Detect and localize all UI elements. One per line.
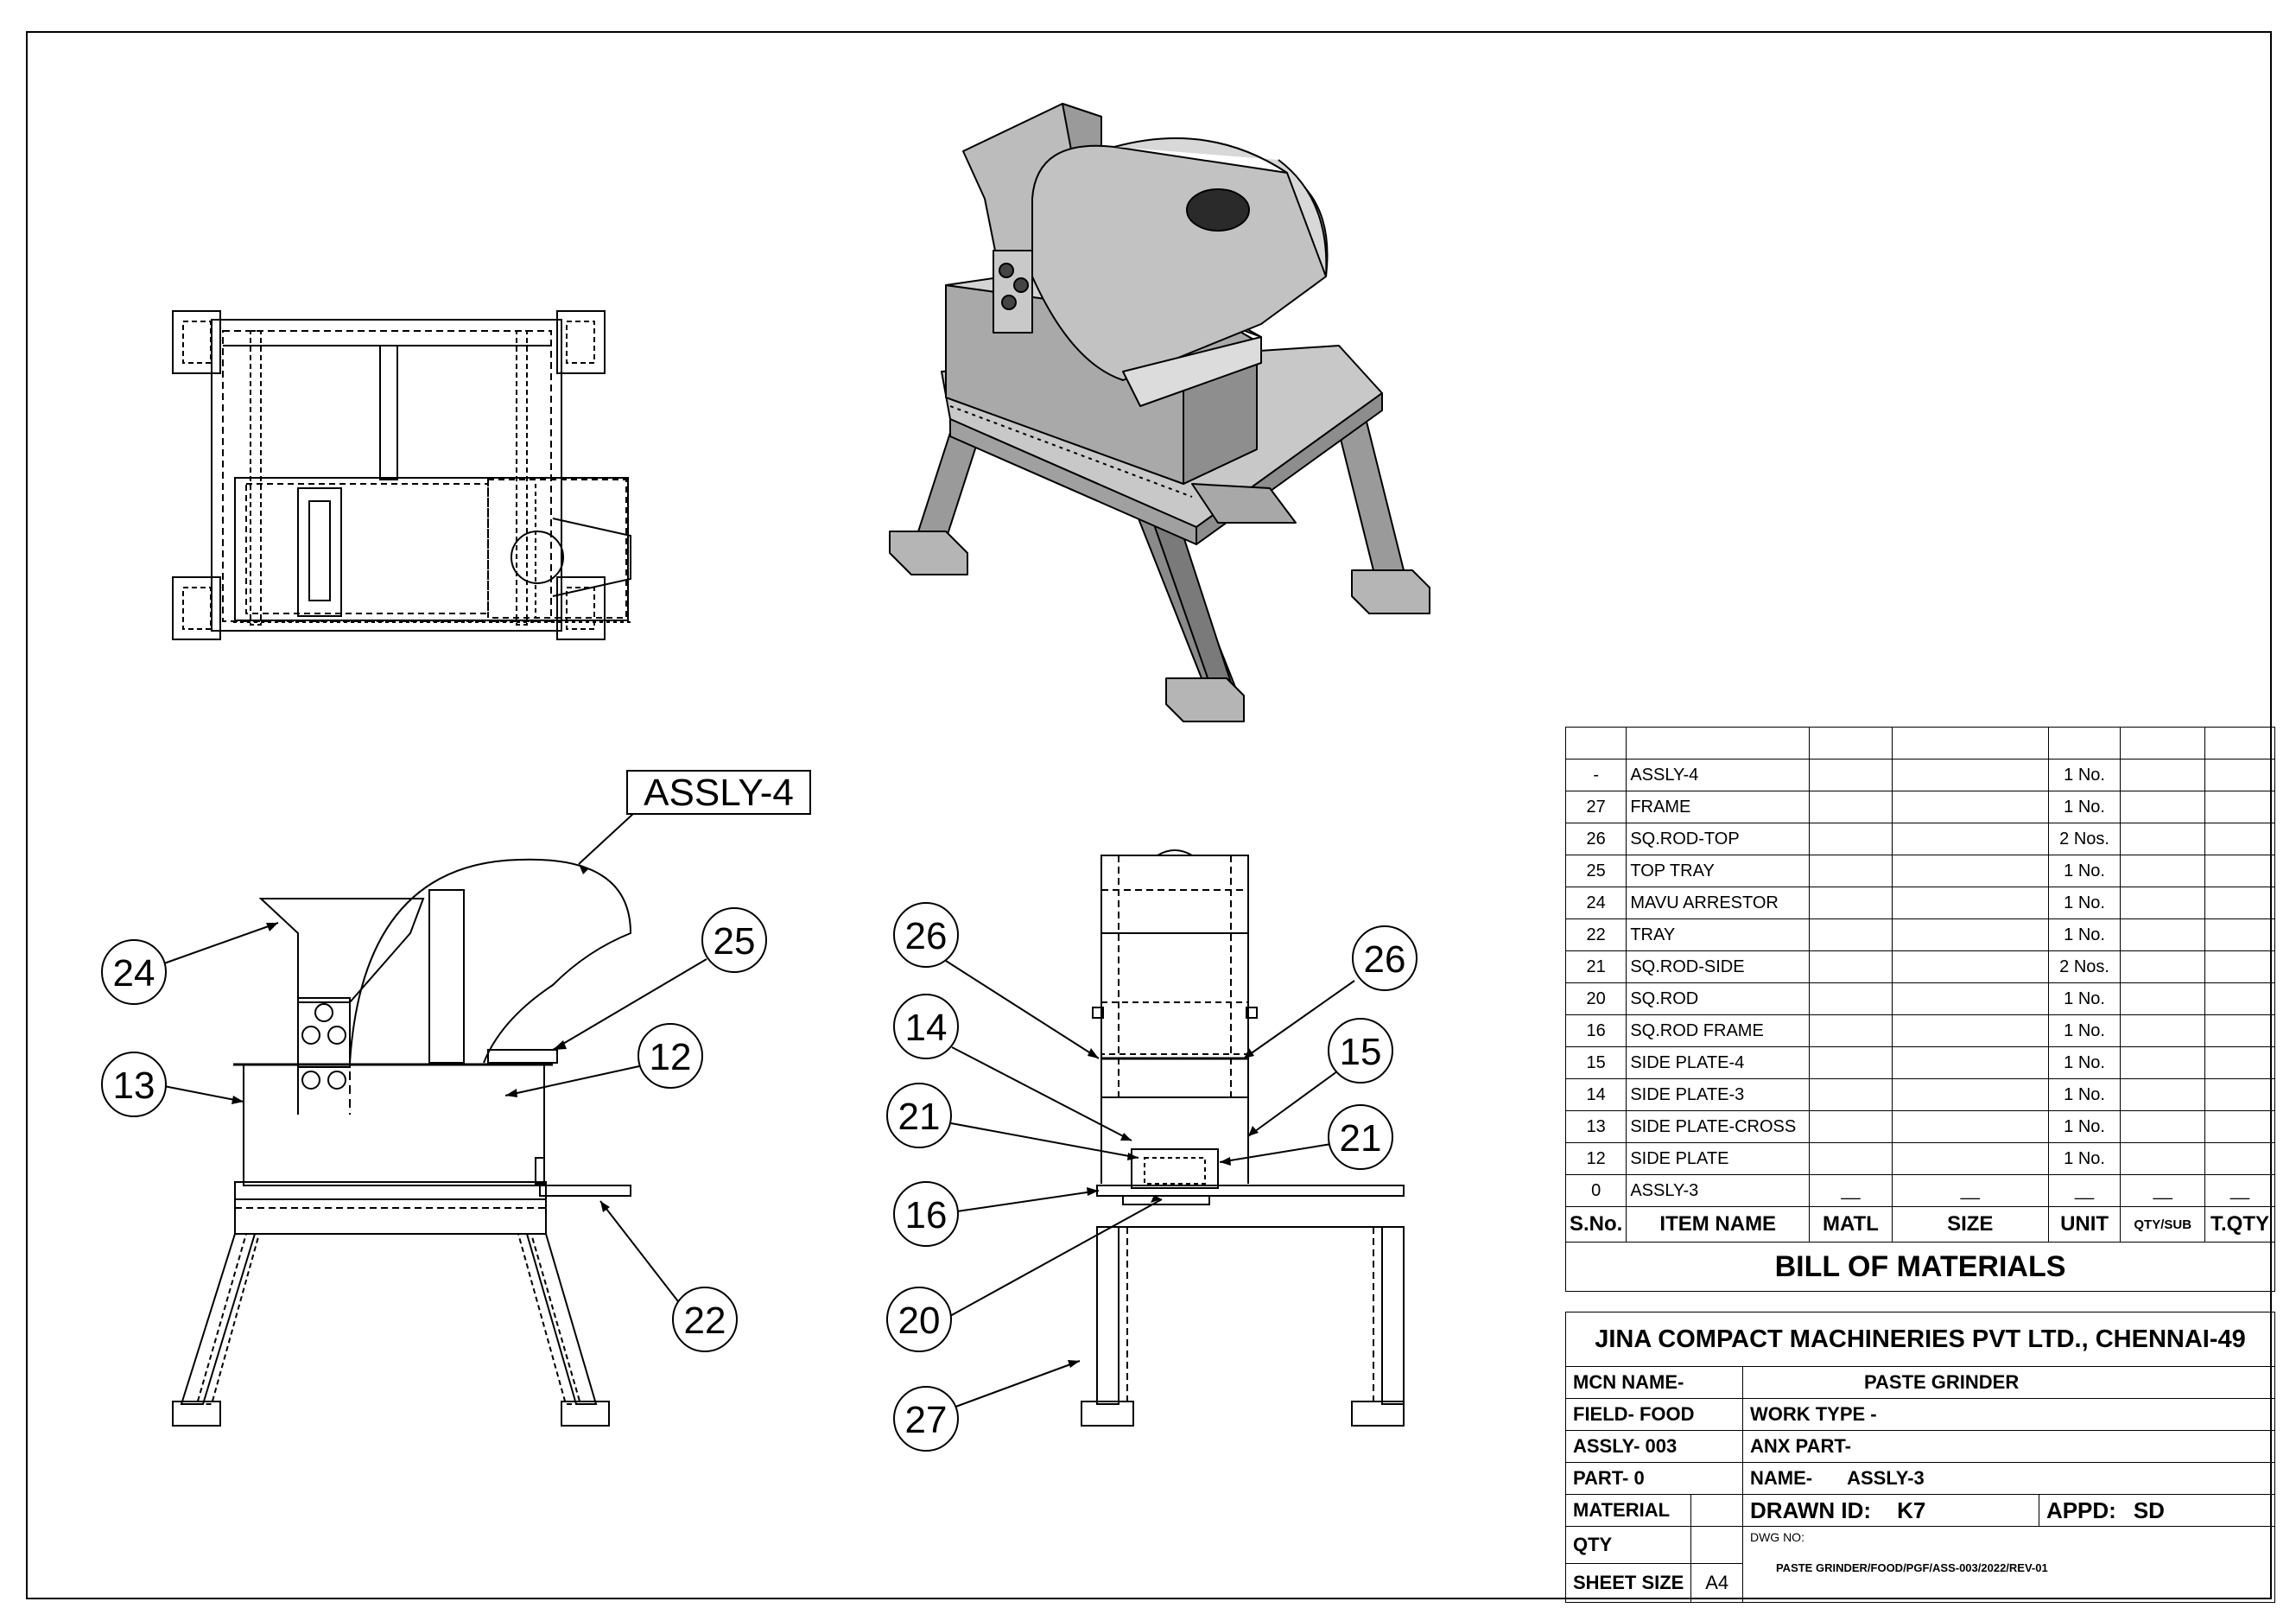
bom-sno: 20 bbox=[1566, 983, 1627, 1015]
assly-row bbox=[1566, 1431, 2275, 1463]
appd-value: SD bbox=[2133, 1497, 2165, 1523]
material-label: MATERIAL bbox=[1566, 1495, 1691, 1527]
company-name: JINA COMPACT MACHINERIES PVT LTD., CHENNAI-49 bbox=[1566, 1312, 2275, 1367]
bom-header-unit: UNIT bbox=[2048, 1207, 2121, 1243]
balloon-13: 13 bbox=[112, 1065, 155, 1107]
bom-item: SQ.ROD FRAME bbox=[1627, 1015, 1810, 1047]
bom-header-sno: S.No. bbox=[1566, 1207, 1627, 1243]
bom-row bbox=[1566, 1143, 2275, 1175]
bom-row bbox=[1566, 1015, 2275, 1047]
top-view bbox=[173, 311, 631, 639]
bom-item: ASSLY-3 bbox=[1627, 1175, 1810, 1207]
bom-unit: 1 No. bbox=[2048, 791, 2121, 823]
assembly-label: ASSLY-4 bbox=[644, 772, 794, 814]
balloon-27: 27 bbox=[904, 1399, 948, 1441]
bom-header-item: ITEM NAME bbox=[1627, 1207, 1810, 1243]
balloon-22: 22 bbox=[683, 1300, 726, 1342]
bom-item: SIDE PLATE bbox=[1627, 1143, 1810, 1175]
mcn-label: MCN NAME- bbox=[1566, 1367, 1743, 1399]
bom-sno: 13 bbox=[1566, 1111, 1627, 1143]
bom-unit: 1 No. bbox=[2048, 983, 2121, 1015]
bom-header-t-qty: T.QTY bbox=[2205, 1207, 2275, 1243]
bom-item: SIDE PLATE-3 bbox=[1627, 1079, 1810, 1111]
bom-item: SIDE PLATE-CROSS bbox=[1627, 1111, 1810, 1143]
bom-unit: 1 No. bbox=[2048, 887, 2121, 919]
bom-item: ASSLY-4 bbox=[1627, 760, 1810, 791]
bom-header-matl: MATL bbox=[1810, 1207, 1893, 1243]
bom-item: SQ.ROD-TOP bbox=[1627, 823, 1810, 855]
bom-item: MAVU ARRESTOR bbox=[1627, 887, 1810, 919]
bom-row bbox=[1566, 1047, 2275, 1079]
balloon-14: 14 bbox=[904, 1007, 948, 1049]
bom-sno: 12 bbox=[1566, 1143, 1627, 1175]
sheet-size-label: SHEET SIZE bbox=[1566, 1564, 1691, 1603]
leader-lines bbox=[164, 812, 1354, 1408]
balloon-12: 12 bbox=[649, 1036, 692, 1078]
balloon-16: 16 bbox=[904, 1194, 948, 1236]
bom-header-row bbox=[1566, 1207, 2275, 1243]
assly-value: ASSLY- 003 bbox=[1566, 1431, 1743, 1463]
bom-row bbox=[1566, 760, 2275, 791]
balloon-numbers bbox=[113, 915, 1406, 1441]
balloon-25: 25 bbox=[713, 920, 756, 963]
part-row bbox=[1566, 1463, 2275, 1495]
bom-t-qty: __ bbox=[2205, 1175, 2275, 1207]
material-row bbox=[1566, 1495, 2275, 1527]
balloon-21-left: 21 bbox=[897, 1096, 941, 1138]
anx-part-label: ANX PART- bbox=[1742, 1431, 2274, 1463]
bom-item: TOP TRAY bbox=[1627, 855, 1810, 887]
bom-matl: __ bbox=[1810, 1175, 1893, 1207]
bom-row bbox=[1566, 791, 2275, 823]
balloon-20: 20 bbox=[897, 1300, 941, 1342]
bom-row bbox=[1566, 887, 2275, 919]
bom-sno: 27 bbox=[1566, 791, 1627, 823]
name-label: NAME- bbox=[1749, 1467, 1813, 1489]
bom-row bbox=[1566, 855, 2275, 887]
bill-of-materials bbox=[1565, 727, 2275, 1292]
bom-sno: 25 bbox=[1566, 855, 1627, 887]
company-row bbox=[1566, 1312, 2275, 1367]
sheet-size-value: A4 bbox=[1691, 1564, 1743, 1603]
bom-unit: 1 No. bbox=[2048, 855, 2121, 887]
bom-item: FRAME bbox=[1627, 791, 1810, 823]
part-value: PART- 0 bbox=[1566, 1463, 1743, 1495]
bom-row bbox=[1566, 919, 2275, 951]
qty-value bbox=[1691, 1527, 1743, 1564]
drawn-value: K7 bbox=[1897, 1497, 1926, 1523]
balloons bbox=[102, 903, 1417, 1451]
bom-unit: 1 No. bbox=[2048, 919, 2121, 951]
bom-row bbox=[1566, 1175, 2275, 1207]
bom-sno: 14 bbox=[1566, 1079, 1627, 1111]
bom-item: TRAY bbox=[1627, 919, 1810, 951]
front-view bbox=[173, 860, 631, 1426]
bom-sno: - bbox=[1566, 760, 1627, 791]
bom-sno: 0 bbox=[1566, 1175, 1627, 1207]
mcn-value: PASTE GRINDER bbox=[1742, 1367, 2274, 1399]
bom-unit: __ bbox=[2048, 1175, 2121, 1207]
bom-row bbox=[1566, 983, 2275, 1015]
field-value: FIELD- FOOD bbox=[1566, 1399, 1743, 1431]
bom-title: BILL OF MATERIALS bbox=[1566, 1243, 2275, 1292]
bom-item: SQ.ROD bbox=[1627, 983, 1810, 1015]
bom-header-qty-sub: QTY/SUB bbox=[2121, 1207, 2205, 1243]
bom-row bbox=[1566, 1111, 2275, 1143]
bom-title-row bbox=[1566, 1243, 2275, 1292]
isometric-view bbox=[890, 104, 1430, 721]
balloon-15: 15 bbox=[1339, 1031, 1382, 1073]
bom-item: SQ.ROD-SIDE bbox=[1627, 951, 1810, 983]
field-row bbox=[1566, 1399, 2275, 1431]
bom-unit: 1 No. bbox=[2048, 760, 2121, 791]
bom-header-size: SIZE bbox=[1892, 1207, 2048, 1243]
qty-row bbox=[1566, 1527, 2275, 1564]
bom-unit: 1 No. bbox=[2048, 1079, 2121, 1111]
qty-label: QTY bbox=[1566, 1527, 1691, 1564]
balloon-24: 24 bbox=[112, 952, 155, 995]
bom-sno: 24 bbox=[1566, 887, 1627, 919]
bom-unit: 1 No. bbox=[2048, 1047, 2121, 1079]
name-value: ASSLY-3 bbox=[1847, 1467, 1925, 1489]
bom-size: __ bbox=[1892, 1175, 2048, 1207]
balloon-26-left: 26 bbox=[904, 915, 948, 957]
bom-blank-row bbox=[1566, 728, 2275, 760]
bom-sno: 16 bbox=[1566, 1015, 1627, 1047]
bom-row bbox=[1566, 951, 2275, 983]
balloon-26-right: 26 bbox=[1363, 938, 1406, 981]
drawn-label: DRAWN ID: bbox=[1749, 1497, 1872, 1523]
bom-sno: 21 bbox=[1566, 951, 1627, 983]
material-value bbox=[1691, 1495, 1743, 1527]
bom-sno: 22 bbox=[1566, 919, 1627, 951]
balloon-21-right: 21 bbox=[1339, 1117, 1382, 1160]
bom-row bbox=[1566, 823, 2275, 855]
bom-unit: 2 Nos. bbox=[2048, 823, 2121, 855]
bom-unit: 1 No. bbox=[2048, 1111, 2121, 1143]
bom-sno: 26 bbox=[1566, 823, 1627, 855]
mcn-row bbox=[1566, 1367, 2275, 1399]
bom-row bbox=[1566, 1079, 2275, 1111]
appd-label: APPD: bbox=[2045, 1497, 2116, 1523]
dwg-no-label: DWG NO: bbox=[1749, 1530, 1804, 1544]
bom-sno: 15 bbox=[1566, 1047, 1627, 1079]
bom-item: SIDE PLATE-4 bbox=[1627, 1047, 1810, 1079]
bom-unit: 1 No. bbox=[2048, 1143, 2121, 1175]
bom-qty-sub: __ bbox=[2121, 1175, 2205, 1207]
bom-unit: 2 Nos. bbox=[2048, 951, 2121, 983]
bom-unit: 1 No. bbox=[2048, 1015, 2121, 1047]
title-block bbox=[1565, 1312, 2275, 1603]
work-type-label: WORK TYPE - bbox=[1742, 1399, 2274, 1431]
dwg-number: PASTE GRINDER/FOOD/PGF/ASS-003/2022/REV-01 bbox=[1775, 1561, 2048, 1574]
